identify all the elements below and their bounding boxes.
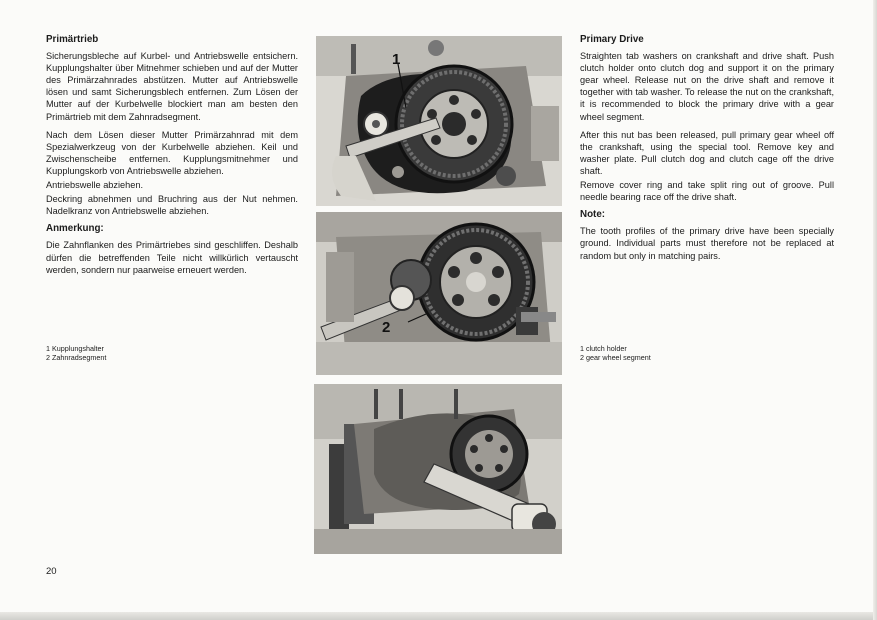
photo-puller-tool	[314, 384, 562, 554]
english-paragraph-2: After this nut bas been released, pull primary gear wheel off the crankshaft, using the special tool. Remove key and washer plate. Pull clutch dog and clutch cage off the drive shaft.	[580, 129, 834, 176]
german-column	[46, 34, 298, 278]
page-number: 20	[46, 566, 57, 577]
page-bottom-edge	[0, 612, 877, 620]
german-paragraph-4: Deckring abnehmen und Bruchring aus der Nut nehmen. Nadelkranz von Antriebswelle abziehen.	[46, 194, 298, 217]
photo-clutch-holder	[316, 36, 562, 206]
german-paragraph-1: Sicherungsbleche auf Kurbel- und Antriebswelle entsichern. Kupplungshalter über Mitnehmer schieben und auf der Mutter des Primärzahnrades abstützen. Mutter auf Antriebswelle lösen und samt Sicherungsblech entfernen. Zum Lösen der Mutter auf der Kurbelwelle blockiert man am besten den Primärtrieb mit dem Zahnradsegment.	[46, 51, 298, 122]
english-paragraph-3: Remove cover ring and take split ring out of groove. Pull needle bearing race off the drive shaft.	[580, 180, 834, 203]
german-note-heading: Anmerkung:	[46, 223, 104, 235]
photo-gear-segment	[316, 212, 562, 375]
english-note: The tooth profiles of the primary drive have been specially ground. Individual parts must therefore not be replaced at random but only in matching pairs.	[580, 226, 834, 261]
english-note-heading: Note:	[580, 209, 606, 221]
german-paragraph-3: Antriebswelle abziehen.	[46, 180, 144, 191]
german-legend-item-1: 1 Kupplungshalter	[46, 344, 104, 353]
english-paragraph-1: Straighten tab washers on crankshaft and drive shaft. Push clutch holder onto clutch dog and support it on the primary gear wheel. Release nut on the drive shaft and remove it together with tab washer. To release the nut on the crankshaft, it is recommended to block the primary drive with a gear wheel segment.	[580, 51, 834, 122]
german-paragraph-2: Nach dem Lösen dieser Mutter Primärzahnrad mit dem Spezialwerkzeug von der Kurbelwelle abziehen. Keil und Zwischenscheibe entfernen. Kupplungsmitnehmer und Kupplungskorb von Antriebswelle abziehen.	[46, 129, 298, 176]
english-column	[580, 34, 834, 264]
english-legend-item-2: 2 gear wheel segment	[580, 353, 651, 362]
german-legend-item-2: 2 Zahnradsegment	[46, 353, 107, 362]
english-legend-item-1: 1 clutch holder	[580, 344, 627, 353]
english-legend	[580, 344, 651, 362]
german-note: Die Zahnflanken des Primärtriebes sind geschliffen. Deshalb dürfen die betreffenden Teile nicht willkürlich vertauscht werden, sondern nur paarweise erneuert werden.	[46, 240, 298, 275]
german-legend	[46, 344, 106, 362]
english-heading: Primary Drive	[580, 34, 644, 45]
callout-2: 2	[382, 319, 391, 336]
german-heading: Primärtrieb	[46, 34, 99, 45]
callout-1: 1	[392, 51, 401, 68]
page-right-edge	[873, 0, 877, 620]
